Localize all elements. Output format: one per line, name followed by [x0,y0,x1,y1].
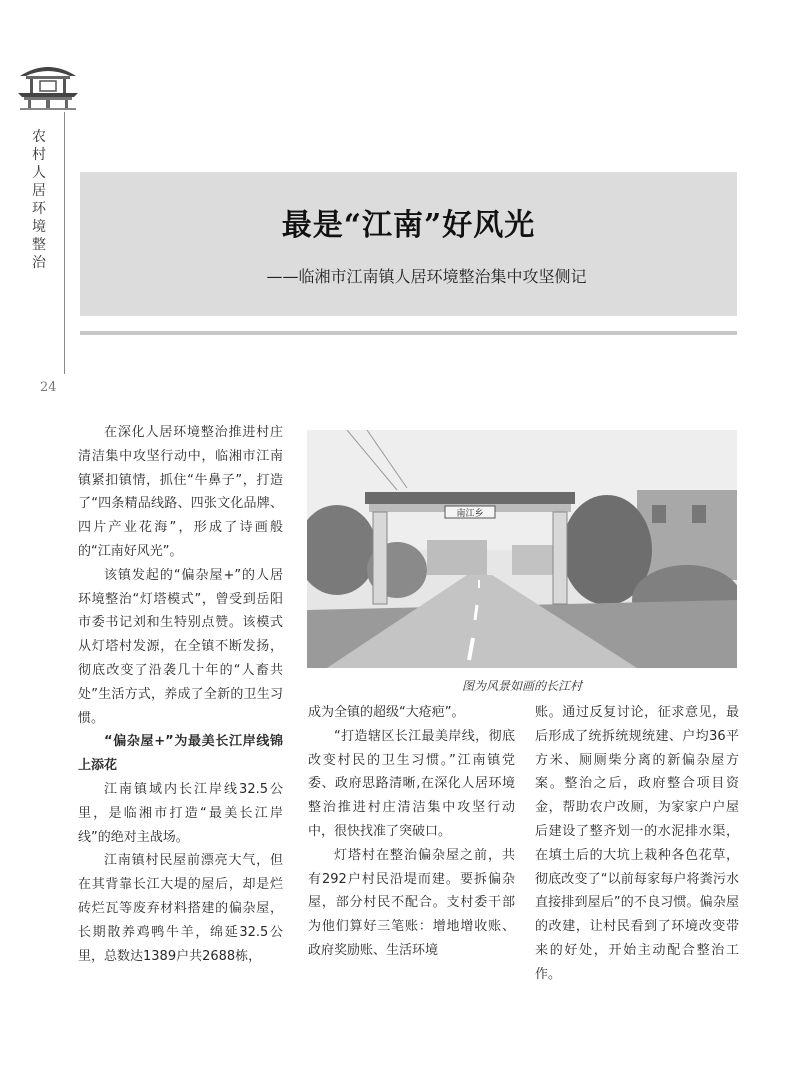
article-title: 最是“江南”好风光 [281,208,536,243]
text-column-3 [535,701,739,987]
paragraph: 成为全镇的超级“大疮疤”。 [308,705,465,720]
title-banner [80,172,737,316]
text-column-1 [78,421,283,968]
paragraph: 账。通过反复讨论，征求意见，最后形成了统拆统规统建、户均36平方米、厕厕柴分离的新偏杂屋方案。整治之后，政府整合项目资金，帮助农户改厕，为家家户户屋后建设了整齐划一的水泥排水渠，在填土后的大坑上栽种各色花草，彻底改变了“以前每家每户将粪污水直接排到屋后”的不良习惯。偏杂屋的改建，让村民看到了环境改变带来的好处，开始主动配合整治工作。 [535,705,739,982]
page-number: 24 [40,380,57,395]
photo-caption: 图为风景如画的长江村 [461,679,582,693]
paragraph: 灯塔村在整治偏杂屋之前，共有292户村民沿堤而建。要拆偏杂屋，部分村民不配合。支村委干部为他们算好三笔账：增地增收账、政府奖励账、生活环境 [308,847,515,958]
text-column-2 [308,701,515,963]
paragraph: 江南镇村民屋前漂亮大气，但在其背靠长江大堤的屋后，却是烂砖烂瓦等废弃材料搭建的偏杂屋，长期散养鸡鸭牛羊，绵延32.5公里，总数达1389户共2688栋， [78,853,283,964]
paragraph: 江南镇域内长江岸线32.5公里，是临湘市打造“最美长江岸线”的绝对主战场。 [78,781,283,845]
paragraph: 在深化人居环境整治推进村庄清洁集中攻坚行动中，临湘市江南镇紧扣镇情，抓住“牛鼻子”，打造了“四条精品线路、四张文化品牌、四片产业花海”，形成了诗画般的“江南好风光”。 [78,425,283,559]
article-subtitle: ——临湘市江南镇人居环境整治集中攻坚侧记 [266,267,587,286]
paragraph: 该镇发起的“偏杂屋+”的人居环境整治“灯塔模式”，曾受到岳阳市委书记刘和生特别点赞。该模式从灯塔村发源，在全镇不断发扬，彻底改变了沿袭几十年的“人畜共处”生活方式，养成了全新的卫生习惯。 [78,567,283,726]
margin-divider [64,112,65,374]
pavilion-logo-icon [16,56,80,112]
village-road-photo [307,430,737,668]
title-underline [80,331,737,335]
section-heading: “偏杂屋+”为最美长江岸线锦上添花 [78,734,283,774]
paragraph: “打造辖区长江最美岸线，彻底改变村民的卫生习惯。”江南镇党委、政府思路清晰,在深化人居环境整治推进村庄清洁集中攻坚行动中，很快找准了突破口。 [308,728,515,839]
gate-sign: 南江乡 [456,509,484,519]
section-label: 农村人居环境整治 [32,129,46,271]
